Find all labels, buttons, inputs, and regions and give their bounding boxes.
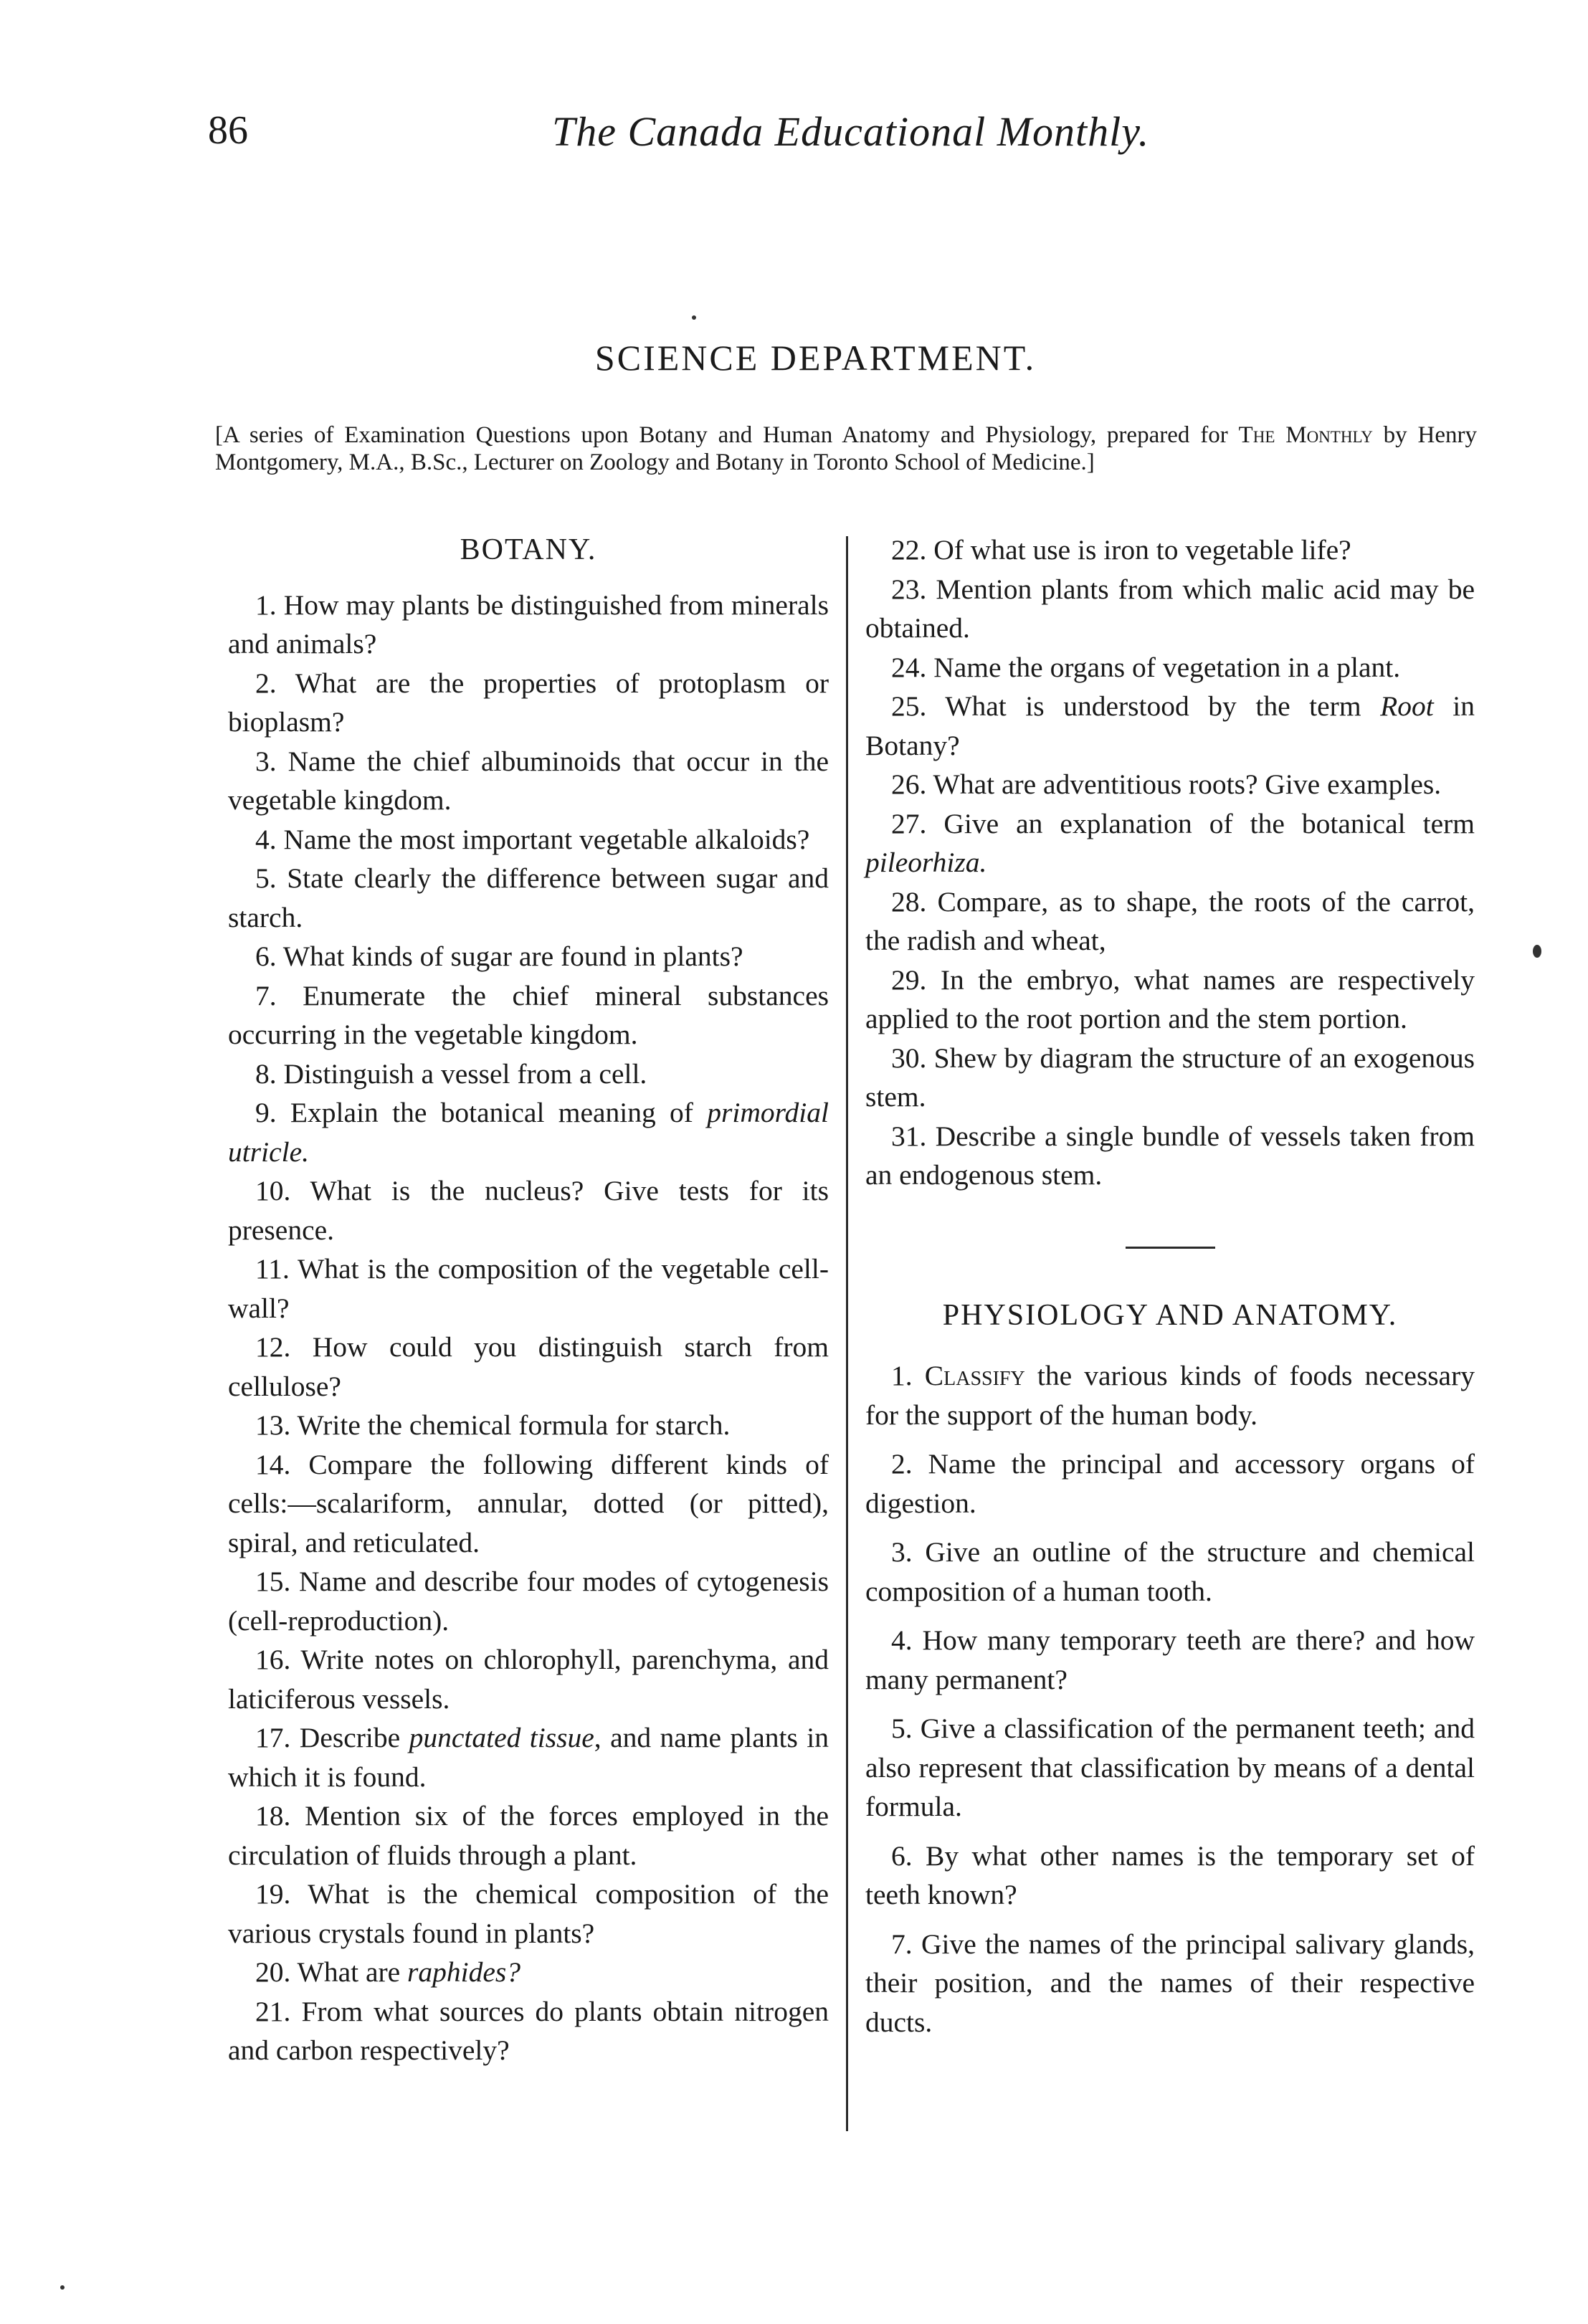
botany-column-left [228, 530, 829, 2070]
question [865, 804, 1475, 882]
question: 3. Give an outline of the structure and chemical composition of a human tooth. [865, 1536, 1475, 1607]
question-text: in Botany? [865, 690, 1475, 761]
intro-text-2: by Henry Montgomery, M.A., B.Sc., Lecturer on Zoology and Botany in Toronto School of Medicine.] [215, 422, 1477, 475]
question: 1. How may plants be distinguished from minerals and animals? [228, 589, 829, 659]
page-header [0, 108, 1588, 172]
physiology-heading: PHYSIOLOGY AND ANATOMY. [942, 1298, 1398, 1332]
ink-speck [692, 315, 696, 320]
intro-text-1: [A series of Examination Questions upon Botany and Human Anatomy and Physiology, prepared for [215, 422, 1239, 448]
question: 13. Write the chemical formula for starch. [255, 1409, 731, 1441]
ink-speck [1533, 945, 1541, 958]
question: 22. Of what use is iron to vegetable life? [891, 534, 1351, 566]
question: 10. What is the nucleus? Give tests for its presence. [228, 1175, 829, 1246]
botany-heading: BOTANY. [460, 533, 597, 566]
department-title: SCIENCE DEPARTMENT. [594, 338, 1037, 378]
question: 21. From what sources do plants obtain nitrogen and carbon respectively? [228, 1995, 829, 2066]
question: 5. State clearly the difference between sugar and starch. [228, 862, 829, 933]
question-text: 20. What are [255, 1956, 408, 1988]
intro-smallcaps: The Monthly [1238, 422, 1373, 448]
question-term: primordial utricle. [228, 1097, 829, 1168]
question: 24. Name the organs of vegetation in a plant. [891, 651, 1401, 683]
page-number: 86 [208, 108, 248, 153]
ink-speck [60, 2285, 65, 2290]
question-term: Root [1380, 690, 1434, 722]
question: 26. What are adventitious roots? Give examples. [891, 768, 1442, 800]
question-text: , and name plants in which it is found. [228, 1722, 829, 1793]
question: 15. Name and describe four modes of cytogenesis (cell-reproduction). [228, 1566, 829, 1637]
question [228, 1953, 829, 1992]
question: 12. How could you distinguish starch from cellulose? [228, 1331, 829, 1402]
question: 18. Mention six of the forces employed in the circulation of fluids through a plant. [228, 1800, 829, 1871]
question: 19. What is the chemical composition of the various crystals found in plants? [228, 1878, 829, 1949]
question-text: 9. Explain the botanical meaning of [255, 1097, 708, 1128]
question-lead-word: Classify [924, 1360, 1025, 1391]
question [228, 1093, 829, 1171]
question-text: 17. Describe [255, 1722, 409, 1753]
question: 29. In the embryo, what names are respectively applied to the root portion and the stem portion. [865, 963, 1475, 1034]
question: 7. Enumerate the chief mineral substances occurring in the vegetable kingdom. [228, 979, 829, 1050]
question: 8. Distinguish a vessel from a cell. [255, 1057, 647, 1090]
question-text: 25. What is understood by the term [891, 690, 1381, 722]
question [228, 1718, 829, 1796]
question: 14. Compare the following different kinds of cells:—scalariform, annular, dotted (or pitted), spiral, and reticulated. [228, 1448, 829, 1558]
question-term: pileorhiza. [865, 847, 987, 878]
question: 4. Name the most important vegetable alkaloids? [255, 823, 810, 855]
question: 23. Mention plants from which malic acid may be obtained. [865, 573, 1475, 644]
question: 2. Name the principal and accessory organs of digestion. [865, 1448, 1475, 1519]
question-term: punctated tissue [409, 1722, 594, 1753]
physiology-section [865, 1296, 1475, 2042]
question: 28. Compare, as to shape, the roots of the carrot, the radish and wheat, [865, 885, 1475, 956]
column-divider [846, 536, 848, 2131]
section-divider [1126, 1247, 1215, 1249]
question: 4. How many temporary teeth are there? and how many permanent? [865, 1624, 1475, 1695]
question: 6. What kinds of sugar are found in plants? [255, 940, 743, 972]
question: 7. Give the names of the principal salivary glands, their position, and the names of their respective ducts. [865, 1928, 1475, 2038]
question: 16. Write notes on chlorophyll, parenchyma, and laticiferous vessels. [228, 1644, 829, 1715]
question-text: the various kinds of foods necessary for the support of the human body. [865, 1360, 1475, 1431]
question: 2. What are the properties of protoplasm or bioplasm? [228, 667, 829, 738]
question: 30. Shew by diagram the structure of an exogenous stem. [865, 1042, 1475, 1113]
question: 31. Describe a single bundle of vessels taken from an endogenous stem. [865, 1120, 1475, 1191]
question: 11. What is the composition of the vegetable cell-wall? [228, 1253, 829, 1324]
question: 3. Name the chief albuminoids that occur in the vegetable kingdom. [228, 745, 829, 816]
question-number: 1. [891, 1360, 925, 1391]
question: 6. By what other names is the temporary set of teeth known? [865, 1839, 1475, 1910]
question [865, 1356, 1475, 1434]
botany-column-right [865, 530, 1475, 2052]
journal-title: The Canada Educational Monthly. [552, 108, 1150, 155]
intro-note [215, 422, 1477, 476]
question: 5. Give a classification of the permanent teeth; and also represent that classification by means of a dental formula. [865, 1713, 1475, 1822]
question [865, 687, 1475, 765]
question-term: raphides? [407, 1956, 521, 1988]
question-text: 27. Give an explanation of the botanical term [891, 807, 1475, 839]
